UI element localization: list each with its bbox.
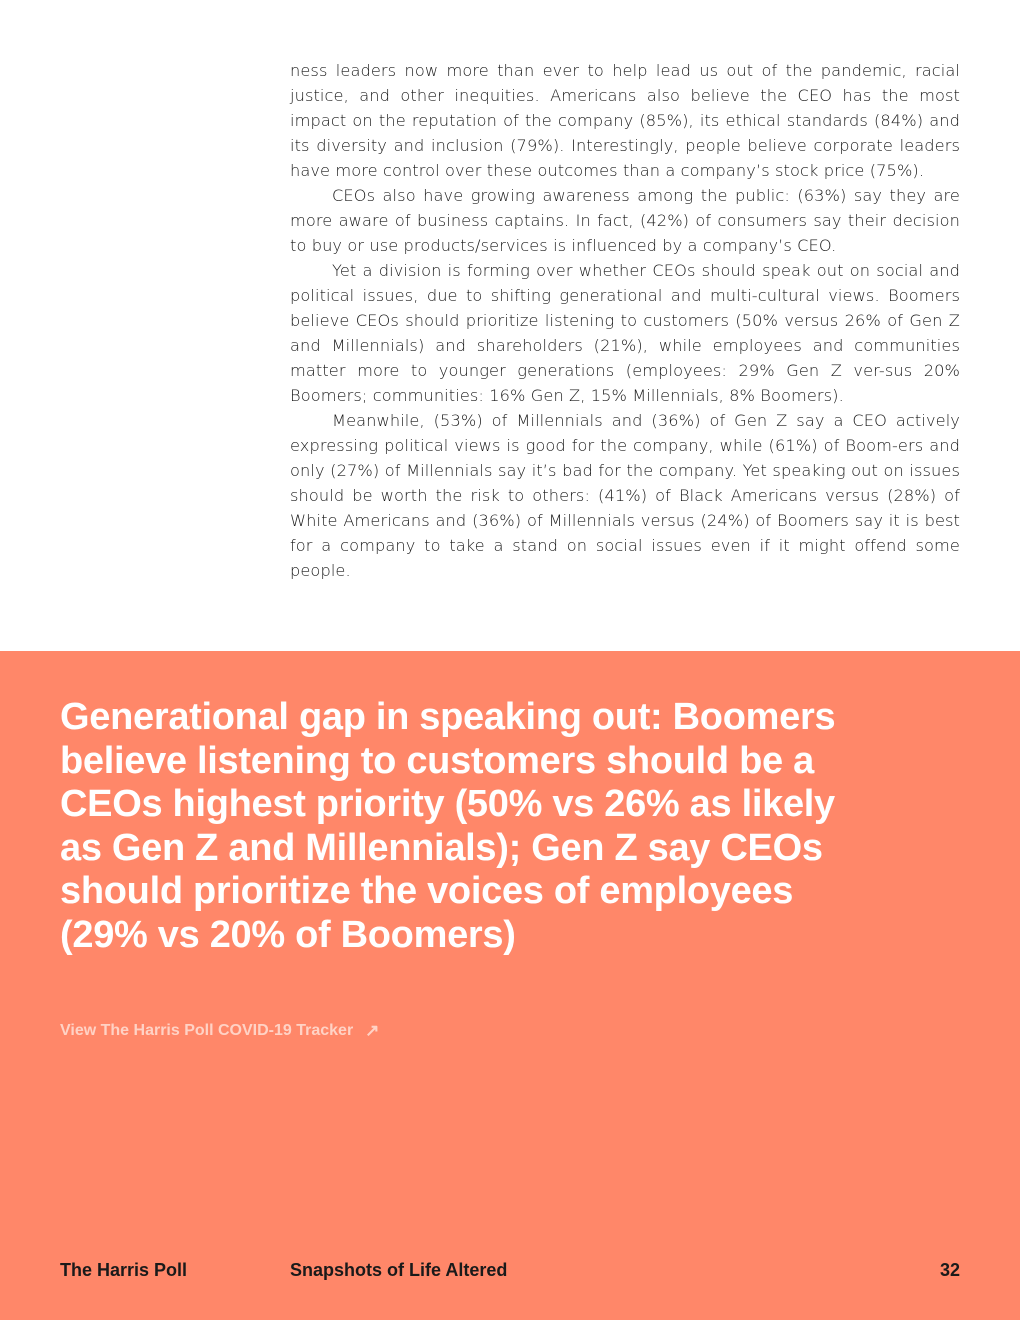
covid-tracker-link[interactable] — [60, 1020, 379, 1042]
tracker-link-label: View The Harris Poll COVID-19 Tracker — [60, 1022, 354, 1039]
paragraph: Meanwhile, (53%) of Millennials and (36%) of Gen Z say a CEO actively expressing political views is good for the company, while (61%) of Boom-ers and only (27%) of Millennials say it’s bad for the company. Yet speaking out on issues should be worth the risk to others: (41%) of Black Americans versus (28%) of White Americans and (36%) of Millennials versus (24%) of Boomers say it is best for a company to take a stand on social issues even if it might offend some people. — [290, 411, 960, 580]
body-text — [290, 58, 960, 583]
paragraph: CEOs also have growing awareness among the public: (63%) say they are more aware of business captains. In fact, (42%) of consumers say their decision to buy or use products/services is influenced by a company’s CEO. — [290, 186, 960, 255]
paragraph: ness leaders now more than ever to help lead us out of the pandemic, racial justice, and other inequities. Americans also believe the CEO has the most impact on the reputation of the company (85%), its ethical standards (84%) and its diversity and inclusion (79%). Interestingly, people believe corporate leaders have more control over these outcomes than a company’s stock price (75%). — [290, 61, 960, 180]
external-link-icon: ↗ — [365, 1021, 380, 1040]
callout-headline: Generational gap in speaking out: Boomers believe listening to customers should be a CEOs highest priority (50% vs 26% as likely as Gen Z and Millennials); Gen Z say CEOs should prioritize the voices of employees (29% vs 20% of Boomers) — [60, 696, 836, 956]
footer-report-title: Snapshots of Life Altered — [290, 1260, 508, 1280]
page-number: 32 — [939, 1260, 960, 1280]
footer-brand: The Harris Poll — [60, 1260, 188, 1280]
paragraph: Yet a division is forming over whether CEOs should speak out on social and political issues, due to shifting generational and multi-cultural views. Boomers believe CEOs should prioritize listening to customers (50% versus 26% of Gen Z and Millennials) and shareholders (21%), while employees and communities matter more to younger generations (employees: 29% Gen Z ver-sus 20% Boomers; communities: 16% Gen Z, 15% Millennials, 8% Boomers). — [290, 261, 960, 405]
